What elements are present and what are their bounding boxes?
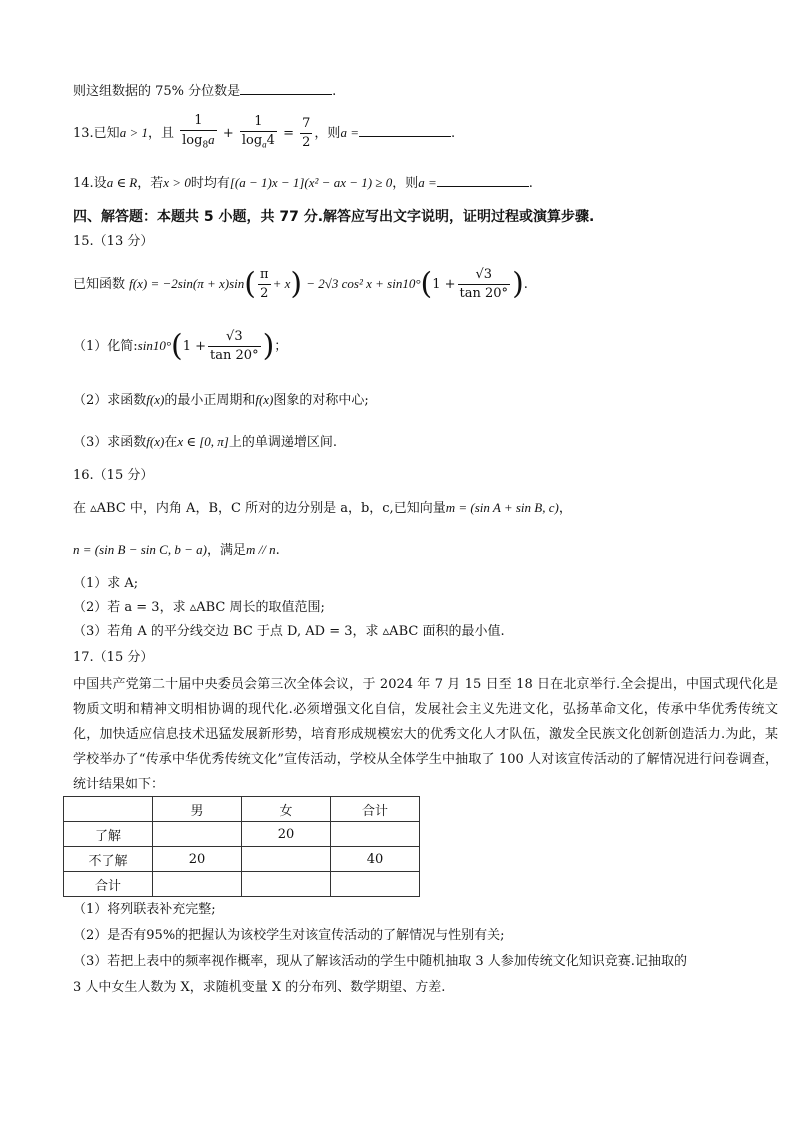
q13-prefix: 13.已知 (73, 125, 120, 141)
q15-p1-prefix: （1）化简: (73, 339, 138, 354)
q15-p3-f: f(x) (146, 434, 165, 449)
paren-open: ( (171, 328, 183, 364)
q15-stem-end: . (523, 277, 528, 292)
q17-p2: （2）是否有95%的把握认为该校学生对该宣传活动的了解情况与性别有关; (73, 928, 505, 943)
section-title: 四、解答题：本题共 5 小题，共 77 分.解答应写出文字说明，证明过程或演算步骤. (73, 209, 595, 225)
frac-den (240, 131, 277, 154)
answer-blank[interactable] (359, 122, 451, 137)
paren-close: ) (262, 328, 275, 364)
q14-expr: [(a − 1)x − 1](x² − ax − 1) ≥ 0 (229, 175, 393, 190)
q17-p3a: （3）若把上表中的频率视作概率，现从了解该活动的学生中随机抽取 3 人参加传统文化知识竞赛.记抽取的 (73, 954, 687, 969)
q14-end: . (528, 176, 533, 191)
q16-n-vector: n = (sin B − sin C, b − a) (73, 542, 207, 557)
frac-den: tan 20° (210, 348, 259, 363)
q15-p3-text: （3）求函数 (73, 435, 147, 450)
q16-head: 16.（15 分） (73, 468, 154, 483)
table-header-row (64, 797, 420, 822)
q13-frac-2 (240, 113, 277, 154)
one-plus: 1 + (432, 277, 456, 292)
q15-stem (73, 262, 528, 307)
table-cell: 不了解 (64, 847, 153, 872)
frac-num: 7 (302, 115, 311, 131)
q15-p1 (73, 324, 287, 369)
q17-paragraph: 中国共产党第二十届中央委员会第三次全体会议，于 2024 年 7 月 15 日至 18 日在北京举行.全会提出，中国式现代化是物质文明和精神文明相协调的现代化.必须增强文化自信，发展社会主义先进文化，弘扬革命文化，传承中华优秀传统文化，加快适应信息技术迅猛发展新形势，培育形成规模宏大的优秀文化人才队伍，激发全民族文化创新创造活力.为此，某学校举办了“传承中华优秀传统文化”宣传活动，学校从全体学生中抽取了 100 人对该宣传活动的了解情况进行问卷调查，统计结果如下： (73, 677, 778, 792)
table-row (64, 847, 420, 872)
q16-l2-mid: ，满足 (206, 543, 246, 558)
table-cell (242, 872, 331, 897)
table-header-cell: 女 (242, 797, 331, 822)
q16-l1 (73, 498, 572, 519)
q13-frac-1 (180, 112, 217, 155)
table-header-cell: 男 (153, 797, 242, 822)
q12-end: . (332, 84, 337, 99)
q15-p2-mid: 的最小正周期和 (164, 393, 256, 408)
q15-frac-sqrt (458, 266, 511, 303)
q16-p3: （3）若角 A 的平分线交边 BC 于点 D, AD = 3，求 ▵ABC 面积的最小值. (73, 624, 505, 639)
q14-mid2: 时均有 (190, 176, 230, 191)
q13 (73, 112, 455, 155)
q16-m-vector: m = (sin A + sin B, c) (445, 500, 559, 515)
paren-open: ( (420, 266, 433, 302)
q15-p2-f: f(x) (146, 392, 165, 407)
frac-den: 2 (258, 284, 271, 303)
log-label: log (182, 133, 203, 148)
q16-p2: （2）若 a = 3，求 ▵ABC 周长的取值范围; (73, 600, 325, 615)
q16-parallel: m // n (245, 542, 276, 557)
q13-cond: a > 1 (119, 124, 148, 140)
q15-frac-pi (258, 266, 271, 303)
table-cell: 20 (242, 822, 331, 847)
q13-sep: ，且 (147, 125, 174, 141)
log-arg: a (208, 132, 215, 147)
q17-p3b: 3 人中女生人数为 X，求随机变量 X 的分布列、数学期望、方差. (73, 980, 446, 995)
q14-ans: a = (418, 175, 437, 190)
table-cell (331, 872, 420, 897)
q14 (73, 172, 533, 194)
answer-blank[interactable] (240, 80, 332, 95)
equals-sign: = (283, 125, 294, 141)
q17-p1: （1）将列联表补充完整; (73, 902, 216, 917)
answer-blank[interactable] (437, 172, 529, 187)
q14-cond: a ∈ R (106, 175, 138, 190)
one-plus: 1 + (182, 339, 207, 354)
q15-p1-frac (208, 328, 261, 365)
table-cell (242, 847, 331, 872)
frac-den (180, 130, 217, 155)
table-cell: 了解 (64, 822, 153, 847)
q16-l2 (73, 540, 280, 561)
q16-l1-end: ， (558, 501, 572, 516)
q13-ans: a = (340, 124, 359, 140)
frac-num: √3 (226, 329, 243, 344)
q12-text: 则这组数据的 75% 分位数是 (73, 84, 241, 99)
table-cell: 20 (153, 847, 242, 872)
q17-head: 17.（15 分） (73, 650, 154, 665)
log-base: a (262, 139, 267, 150)
q14-prefix: 14.设 (73, 176, 107, 191)
log-label: log (241, 133, 263, 148)
q16-p1: （1）求 A; (73, 576, 139, 591)
frac-num: √3 (475, 267, 493, 282)
table-header-cell (64, 797, 153, 822)
frac-num: 1 (194, 113, 203, 128)
q15-p3-interval: x ∈ [0, π] (177, 434, 229, 449)
log-base: 8 (202, 140, 209, 151)
q15-expr-2: + x (272, 276, 291, 291)
table-header-cell: 合计 (331, 797, 420, 822)
log-arg: 4 (266, 133, 275, 148)
contingency-table (63, 796, 420, 897)
table-cell: 合计 (64, 872, 153, 897)
q14-then: ，则 (392, 176, 419, 191)
q14-x-cond: x > 0 (163, 175, 191, 190)
q15-p3 (73, 432, 337, 453)
q13-end: . (450, 125, 456, 141)
table-row (64, 872, 420, 897)
table-row (64, 822, 420, 847)
q13-frac-3 (300, 115, 312, 152)
q15-p3-end: 上的单调递增区间. (228, 435, 338, 450)
q15-p1-expr: sin10° (137, 338, 172, 353)
table-cell (153, 872, 242, 897)
q15-stem-prefix: 已知函数 (73, 277, 126, 292)
q15-p2-f2: f(x) (255, 392, 274, 407)
q12-tail (73, 80, 336, 102)
q15-p1-end: ； (274, 339, 288, 354)
q16-l2-end: . (275, 543, 280, 558)
paren-close: ) (512, 266, 524, 302)
frac-num: π (260, 267, 269, 282)
q13-then: ，则 (314, 125, 341, 141)
q15-p2-end: 图象的对称中心; (273, 393, 369, 408)
frac-den: 2 (302, 134, 311, 150)
table-cell (153, 822, 242, 847)
q15-expr-3: − 2√3 cos² x + sin10° (306, 276, 421, 291)
table-cell (331, 822, 420, 847)
table-cell: 40 (331, 847, 420, 872)
frac-den: tan 20° (459, 286, 509, 301)
q14-mid: ，若 (137, 176, 164, 191)
q16-l1-text: 在 ▵ABC 中，内角 A，B，C 所对的边分别是 a，b，c,已知向量 (73, 501, 446, 516)
q15-p2 (73, 390, 369, 411)
q15-expr-1: f(x) = −2sin(π + x)sin (129, 276, 245, 291)
frac-num: 1 (254, 114, 263, 129)
q15-head: 15.（13 分） (73, 234, 154, 249)
paren-open: ( (244, 266, 257, 302)
q15-p2-text: （2）求函数 (73, 393, 147, 408)
paren-close: ) (290, 266, 303, 302)
plus-sign: + (222, 125, 234, 141)
q15-p3-mid: 在 (164, 435, 178, 450)
